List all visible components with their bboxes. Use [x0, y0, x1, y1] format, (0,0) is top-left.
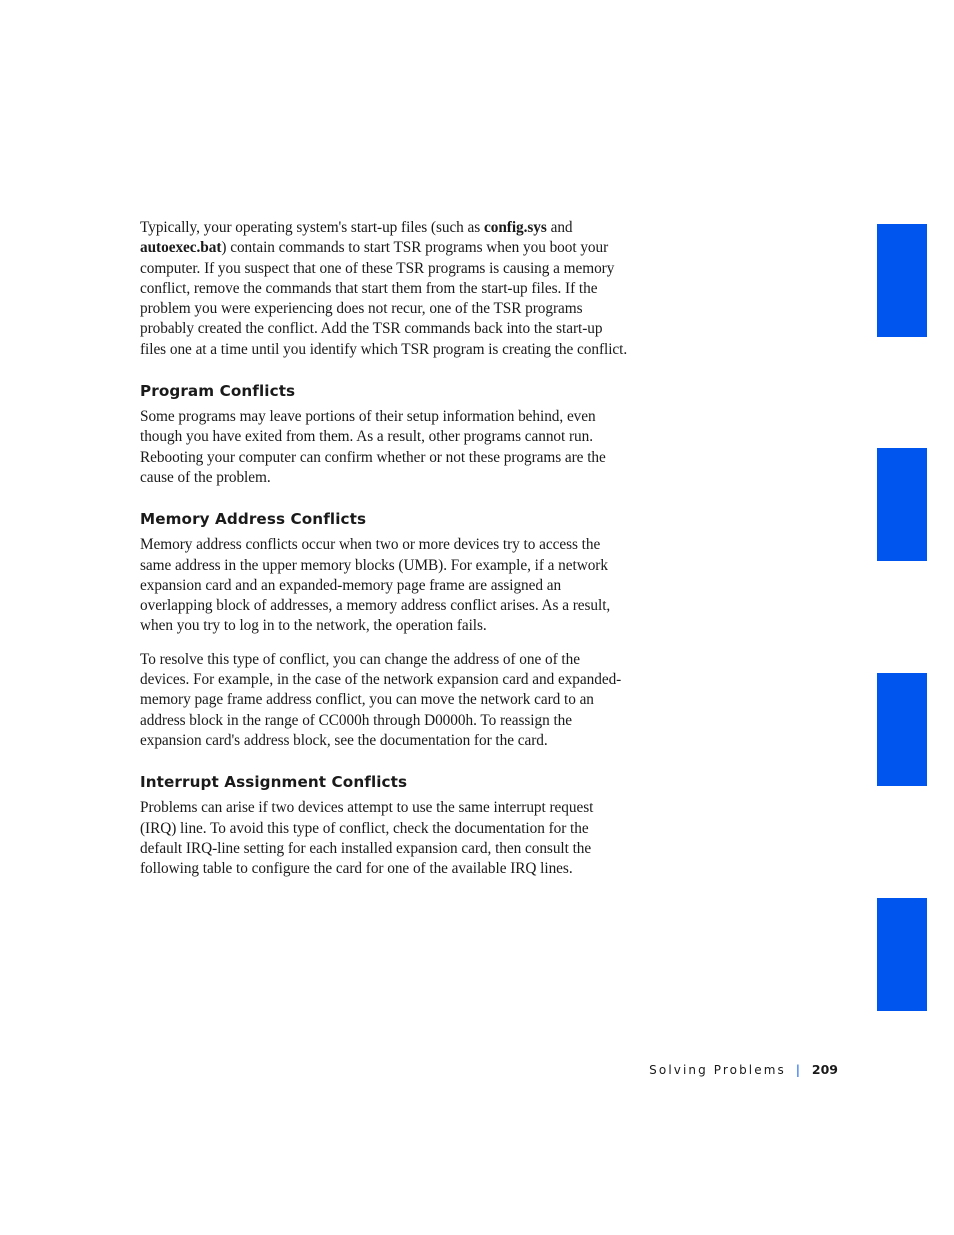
footer-section-title: Solving Problems: [649, 1063, 786, 1077]
section-memory-address-conflicts: [140, 509, 630, 751]
section-program-conflicts: [140, 381, 630, 488]
section-heading: Interrupt Assignment Conflicts: [140, 773, 408, 792]
main-content: [140, 218, 630, 879]
chapter-tab-marker: [877, 898, 927, 1011]
footer-separator: |: [795, 1063, 800, 1077]
section-interrupt-assignment-conflicts: [140, 772, 630, 879]
section-paragraph: To resolve this type of conflict, you can change the address of one of the devices. For example, in the case of the network expansion card and expanded-memory page frame address conflict, you can move the network card to an address block in the range of CC000h through D0000h. To reassign the expansion card's address block, see the documentation for the card.: [140, 650, 622, 749]
page-number: 209: [811, 1062, 838, 1077]
config-sys-filename: config.sys: [483, 219, 547, 236]
chapter-tab-marker: [877, 224, 927, 337]
section-paragraph: Some programs may leave portions of their setup information behind, even though you have exited from them. As a result, other programs cannot run. Rebooting your computer can confirm whether or not these programs are the cause of the problem.: [140, 408, 606, 486]
chapter-tab-marker: [877, 673, 927, 786]
section-heading: Program Conflicts: [140, 382, 296, 401]
autoexec-bat-filename: autoexec.bat: [140, 239, 222, 257]
chapter-tab-marker: [877, 448, 927, 561]
intro-paragraph: [140, 218, 630, 360]
section-paragraph: Memory address conflicts occur when two or more devices try to access the same address in the upper memory blocks (UMB). For example, if a network expansion card and an expanded-memory page frame are assigned an overlapping block of addresses, a memory address conflict arises. As a result, when you try to log in to the network, the operation fails.: [140, 536, 611, 635]
section-heading: Memory Address Conflicts: [140, 510, 367, 529]
section-paragraph: Problems can arise if two devices attempt to use the same interrupt request (IRQ) line. To avoid this type of conflict, check the documentation for the default IRQ-line setting for each installed expansion card, then consult the following table to configure the card for one of the available IRQ lines.: [140, 799, 594, 878]
intro-text: and: [546, 219, 573, 236]
page-footer: [649, 1061, 838, 1079]
intro-text: ) contain commands to start TSR programs when you boot your computer. If you suspect that one of these TSR programs is causing a memory conflict, remove the commands that start them from the start-up files. If the problem you were experiencing does not recur, one of the TSR programs probably created the conflict. Add the TSR commands back into the start-up files one at a time until you identify which TSR program is creating the conflict.: [140, 239, 628, 358]
intro-text: Typically, your operating system's start-up files (such as: [140, 219, 484, 236]
